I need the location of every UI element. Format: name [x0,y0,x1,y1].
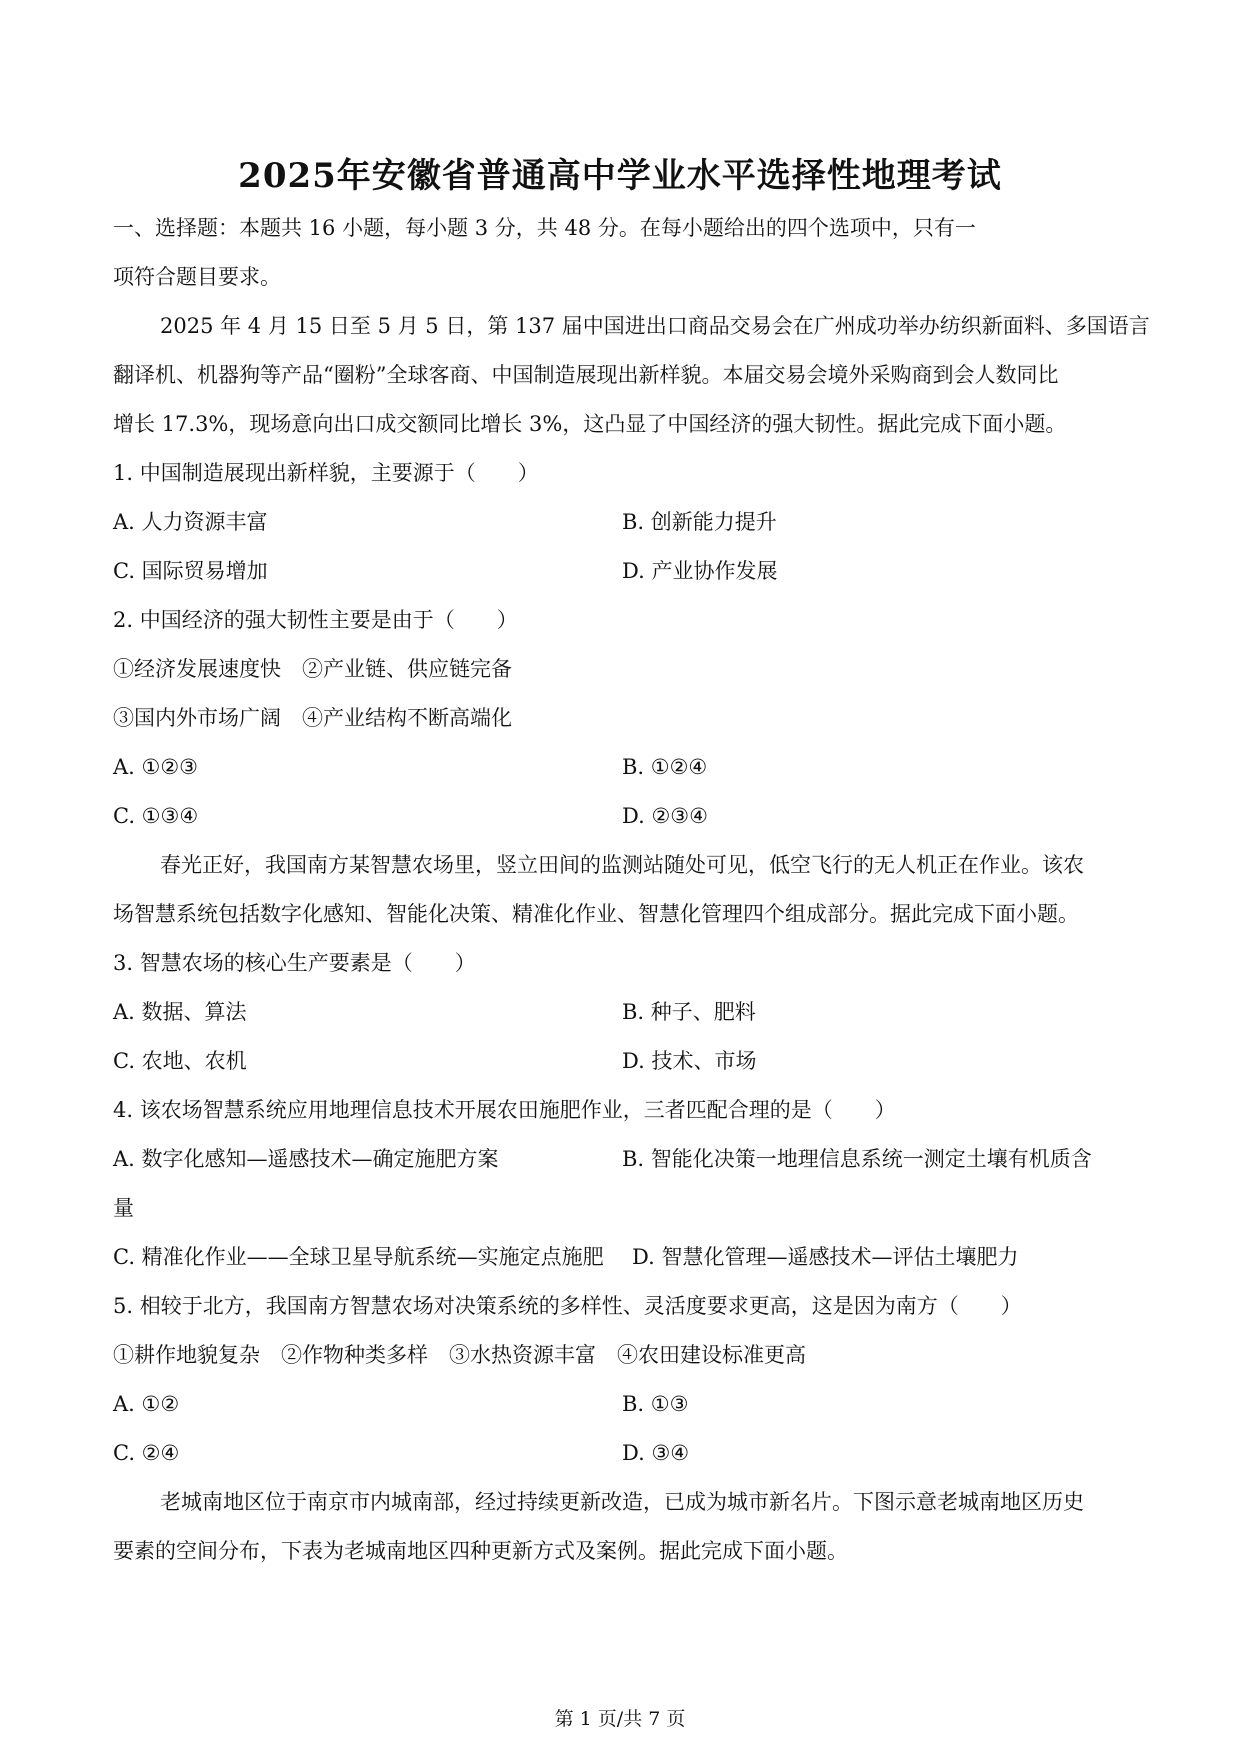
section-heading-line-2: 项符合题目要求。 [113,265,281,289]
question-5-option-b: B. ①③ [622,1392,689,1416]
exam-title: 2025年安徽省普通高中学业水平选择性地理考试 [238,156,1002,196]
question-4-option-d: D. 智慧化管理—遥感技术—评估土壤肥力 [632,1245,1019,1269]
question-2-option-c: C. ①③④ [113,804,199,828]
question-5-option-c: C. ②④ [113,1441,180,1465]
question-3-stem: 3. 智慧农场的核心生产要素是（ ） [113,951,476,975]
question-2-option-b: B. ①②④ [622,755,708,779]
question-4-option-a: A. 数字化感知—遥感技术—确定施肥方案 [113,1147,499,1171]
question-3-option-c: C. 农地、农机 [113,1049,247,1073]
question-5-statements: ①耕作地貌复杂 ②作物种类多样 ③水热资源丰富 ④农田建设标准更高 [113,1343,806,1367]
passage-1-line-1: 2025 年 4 月 15 日至 5 月 5 日，第 137 届中国进出口商品交易会在广州成功举办纺织新面料、多国语言 [160,314,1150,338]
passage-3-line-1: 老城南地区位于南京市内城南部，经过持续更新改造，已成为城市新名片。下图示意老城南地区历史 [160,1490,1084,1514]
question-2-option-a: A. ①②③ [113,755,198,779]
page-number-footer: 第 1 页/共 7 页 [554,1708,686,1730]
question-2-stem: 2. 中国经济的强大韧性主要是由于（ ） [113,608,518,632]
question-3-option-d: D. 技术、市场 [622,1049,757,1073]
question-1-option-c: C. 国际贸易增加 [113,559,268,583]
question-2-statements-2: ③国内外市场广阔 ④产业结构不断高端化 [113,706,512,730]
question-5-stem: 5. 相较于北方，我国南方智慧农场对决策系统的多样性、灵活度要求更高，这是因为南方（ ） [113,1294,1022,1318]
question-1-option-a: A. 人力资源丰富 [113,510,268,534]
question-3-option-b: B. 种子、肥料 [622,1000,756,1024]
passage-3-line-2: 要素的空间分布，下表为老城南地区四种更新方式及案例。据此完成下面小题。 [113,1539,848,1563]
question-1-stem: 1. 中国制造展现出新样貌，主要源于（ ） [113,461,539,485]
question-2-statements-1: ①经济发展速度快 ②产业链、供应链完备 [113,657,512,681]
question-2-option-d: D. ②③④ [622,804,708,828]
section-heading-line-1: 一、选择题：本题共 16 小题，每小题 3 分，共 48 分。在每小题给出的四个选项中，只有一 [113,216,976,240]
passage-1-line-2: 翻译机、机器狗等产品“圈粉”全球客商、中国制造展现出新样貌。本届交易会境外采购商到会人数同比 [113,363,1059,387]
passage-2-line-1: 春光正好，我国南方某智慧农场里，竖立田间的监测站随处可见，低空飞行的无人机正在作业。该农 [160,853,1084,877]
question-3-option-a: A. 数据、算法 [113,1000,247,1024]
question-4-option-b-continued: 量 [113,1196,134,1220]
passage-1-line-3: 增长 17.3%，现场意向出口成交额同比增长 3%，这凸显了中国经济的强大韧性。据此完成下面小题。 [113,412,1067,436]
question-5-option-a: A. ①② [113,1392,180,1416]
question-4-stem: 4. 该农场智慧系统应用地理信息技术开展农田施肥作业，三者匹配合理的是（ ） [113,1098,896,1122]
question-5-option-d: D. ③④ [622,1441,690,1465]
question-1-option-b: B. 创新能力提升 [622,510,777,534]
passage-2-line-2: 场智慧系统包括数字化感知、智能化决策、精准化作业、智慧化管理四个组成部分。据此完成下面小题。 [113,902,1079,926]
question-4-option-c: C. 精准化作业——全球卫星导航系统—实施定点施肥 [113,1245,604,1269]
question-4-option-b: B. 智能化决策一地理信息系统一测定土壤有机质含 [622,1147,1092,1171]
question-1-option-d: D. 产业协作发展 [622,559,778,583]
